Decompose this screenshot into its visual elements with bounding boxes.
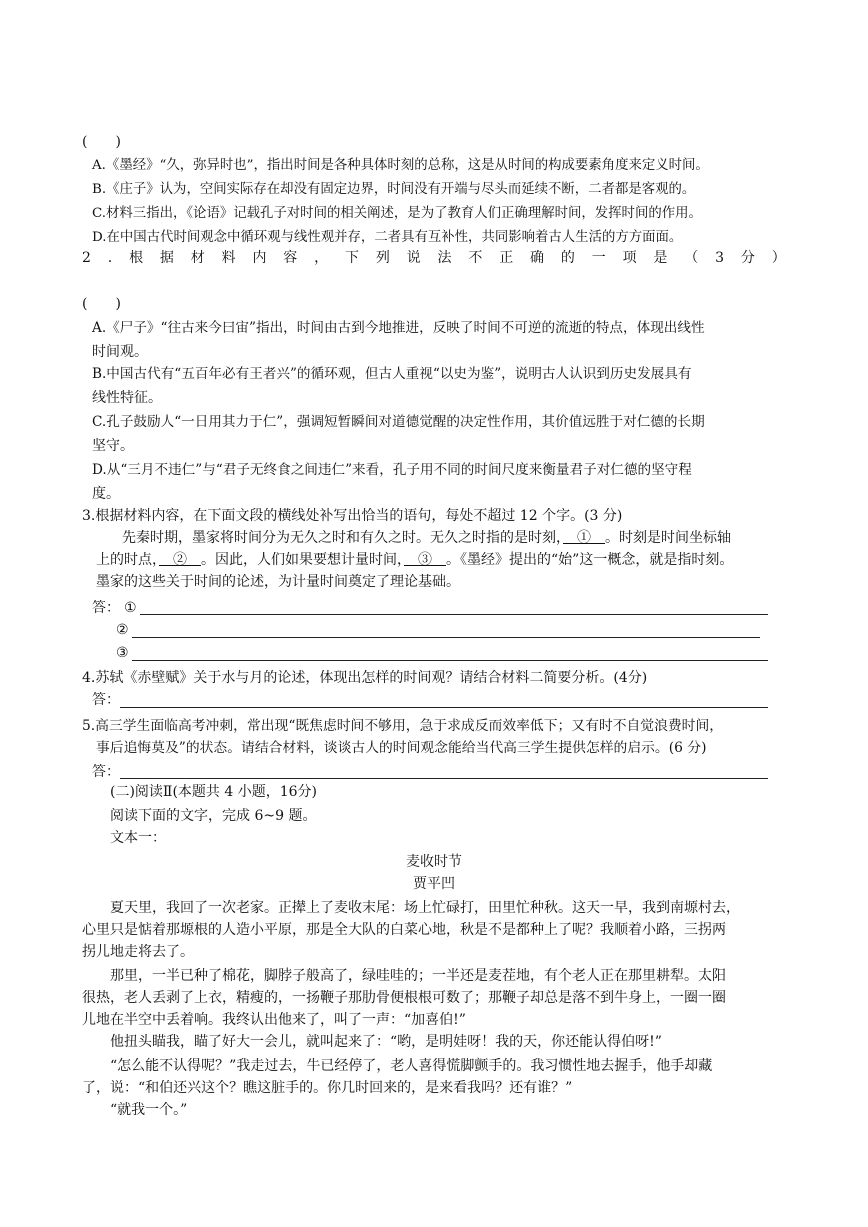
q2-answer-paren: ( ) [82, 296, 121, 312]
q3-answer-number-2: ② [116, 622, 129, 638]
q3-passage-line-3: 墨家的这些关于时间的论述，为计量时间奠定了理论基础。 [96, 574, 460, 590]
essay-author: 贾平凹 [413, 876, 455, 892]
q4-answer-line[interactable] [120, 707, 768, 708]
q3-passage-line-1: 先秦时期，墨家将时间分为无久之时和有久之时。无久之时指的是时刻， ① 。时刻是时间坐标轴 [122, 530, 731, 546]
q5-stem-line-2: 事后追悔莫及”的状态。请结合材料，谈谈古人的时间观念能给当代高三学生提供怎样的启示。(6 分) [96, 740, 707, 756]
essay-para-4-line-2: 了，说：“和伯还兴这个？瞧这脏手的。你几时回来的，是来看我吗？还有谁？” [82, 1080, 573, 1096]
q2-option-c: C.孔子鼓励人“一日用其力于仁”，强调短暂瞬间对道德觉醒的决定性作用，其价值远胜于对仁德的长期 [92, 414, 705, 430]
section-instruction: 阅读下面的文字，完成 6~9 题。 [110, 808, 317, 824]
q2-option-b-cont: 线性特征。 [92, 390, 162, 406]
q1-answer-paren: ( ) [82, 134, 121, 150]
q2-option-a-cont: 时间观。 [92, 344, 148, 360]
essay-para-2-line-1: 那里，一半已种了棉花，脚脖子般高了，绿哇哇的；一半还是麦茬地，有个老人正在那里耕犁。太阳 [110, 968, 726, 984]
q1-option-b: B.《庄子》认为，空间实际存在却没有固定边界，时间没有开端与尽头而延续不断，二者都是客观的。 [92, 182, 696, 197]
essay-title: 麦收时节 [406, 854, 462, 870]
q2-option-b: B.中国古代有“五百年必有王者兴”的循环观，但古人重视“以史为鉴”，说明古人认识到历史发展具有 [92, 366, 692, 382]
q1-option-a: A.《墨经》“久，弥异时也”，指出时间是各种具体时刻的总称，这是从时间的构成要素角度来定义时间。 [92, 158, 709, 173]
q3-stem: 3.根据材料内容，在下面文段的横线处补写出恰当的语句，每处不超过 12 个字。(3 分) [82, 508, 623, 524]
section-heading: (二)阅读Ⅱ(本题共 4 小题，16分) [110, 784, 317, 800]
essay-para-5: “就我一个。” [110, 1102, 188, 1118]
essay-para-3: 他扭头瞄我，瞄了好大一会儿，就叫起来了：“哟，是明娃呀！我的天，你还能认得伯呀!” [110, 1034, 662, 1050]
q3-passage-line-2: 上的时点， ② 。因此，人们如果要想计量时间， ③ 。《墨经》提出的“始”这一概念，就是指时刻。 [96, 552, 734, 568]
q3-blank-1: ① [577, 530, 591, 546]
q3-answer-line-3[interactable] [132, 660, 768, 661]
q4-answer-label: 答： [92, 692, 120, 708]
essay-para-1-line-1: 夏天里，我回了一次老家。正撵上了麦收末尾：场上忙碌打，田里忙种秋。这天一早，我到南塬村去， [110, 900, 740, 916]
q4-stem: 4.苏轼《赤壁赋》关于水与月的论述，体现出怎样的时间观？请结合材料二简要分析。(4分) [82, 670, 648, 686]
q2-option-d-cont: 度。 [92, 486, 120, 502]
q5-stem-line-1: 5.高三学生面临高考冲刺，常出现“既焦虑时间不够用，急于求成反而效率低下；又有时不自觉浪费时间， [82, 718, 724, 734]
q5-answer-label: 答： [92, 764, 120, 780]
q3-answer-line-2[interactable] [132, 637, 760, 638]
text-label: 文本一： [110, 830, 166, 846]
q2-stem: 2 . 根 据 材 料 内 容 ， 下 列 说 法 不 正 确 的 一 项 是 （ 3 分 ） [82, 250, 786, 266]
q1-option-d: D.在中国古代时间观念中循环观与线性观并存，二者具有互补性，共同影响着古人生活的方方面面。 [92, 230, 683, 245]
q5-answer-line[interactable] [120, 778, 768, 779]
essay-para-1-line-2: 心里只是惦着那塬根的人造小平原，那是全大队的白菜心地，秋是不是都种上了呢？我顺着小路，三拐两 [82, 922, 726, 938]
essay-para-2-line-3: 儿地在半空中丢着响。我终认出他来了，叫了一声：“加喜伯!” [82, 1012, 466, 1028]
q2-option-c-cont: 坚守。 [92, 438, 134, 454]
q1-option-c: C.材料三指出，《论语》记载孔子对时间的相关阐述，是为了教育人们正确理解时间，发挥时间的作用。 [92, 206, 702, 221]
essay-para-2-line-2: 很热，老人丢剥了上衣，精瘦的，一扬鞭子那肋骨便根根可数了；那鞭子却总是落不到牛身上，一圈一圈 [82, 990, 726, 1006]
q2-option-a: A.《尸子》“往古来今曰宙”指出，时间由古到今地推进，反映了时间不可逆的流逝的特点，体现出线性 [92, 320, 705, 336]
q3-answer-line-1[interactable] [140, 614, 768, 615]
essay-para-4-line-1: “怎么能不认得呢？”我走过去，牛已经停了，老人喜得慌脚颤手的。我习惯性地去握手，他手却藏 [110, 1058, 713, 1074]
q3-answer-label: 答： [92, 600, 120, 616]
q3-blank-3: ③ [418, 552, 432, 568]
essay-para-1-line-3: 拐儿地走将去了。 [82, 944, 194, 960]
q2-option-d: D.从“三月不违仁”与“君子无终食之间违仁”来看，孔子用不同的时间尺度来衡量君子对仁德的坚守程 [92, 462, 692, 478]
q3-answer-number-1: ① [124, 600, 137, 616]
q3-blank-2: ② [173, 552, 187, 568]
q3-answer-number-3: ③ [116, 645, 129, 661]
